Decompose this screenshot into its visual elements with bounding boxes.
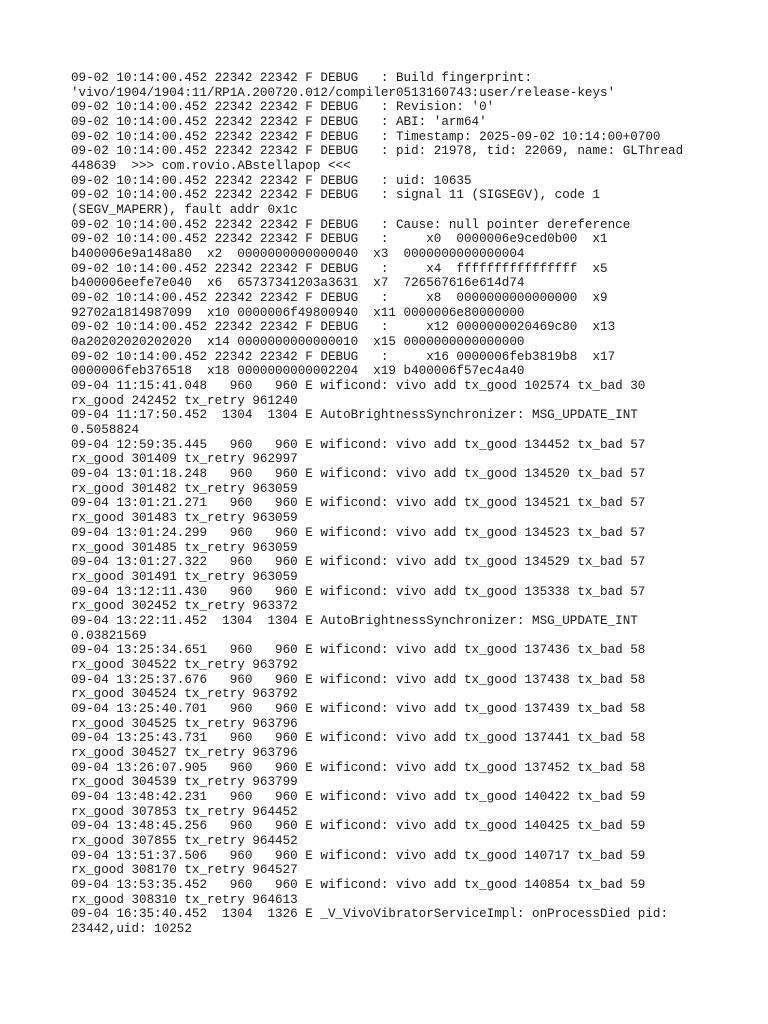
log-line: rx_good 308310 tx_retry 964613 xyxy=(71,892,298,907)
log-line: rx_good 304539 tx_retry 963799 xyxy=(71,775,298,790)
log-line: 09-04 13:48:45.256 960 960 E wificond: vivo add tx_good 140425 tx_bad 59 xyxy=(71,819,646,834)
log-line: rx_good 301485 tx_retry 963059 xyxy=(71,540,298,555)
log-line: 09-04 13:51:37.506 960 960 E wificond: vivo add tx_good 140717 tx_bad 59 xyxy=(71,848,646,863)
log-line: 09-02 10:14:00.452 22342 22342 F DEBUG : Revision: '0' xyxy=(71,100,495,115)
log-line: 0.03821569 xyxy=(71,628,147,643)
log-line: 09-04 13:25:37.676 960 960 E wificond: vivo add tx_good 137438 tx_bad 58 xyxy=(71,672,646,687)
log-line: 09-04 12:59:35.445 960 960 E wificond: vivo add tx_good 134452 tx_bad 57 xyxy=(71,437,646,452)
log-line: 'vivo/1904/1904:11/RP1A.200720.012/compiler0513160743:user/release-keys' xyxy=(71,85,616,100)
log-line: 0000006feb376518 x18 0000000000002204 x19 b400006f57ec4a40 xyxy=(71,364,525,379)
log-line: rx_good 301483 tx_retry 963059 xyxy=(71,511,298,526)
log-line: 09-02 10:14:00.452 22342 22342 F DEBUG : pid: 21978, tid: 22069, name: GLThread xyxy=(71,144,684,159)
log-line: rx_good 304524 tx_retry 963792 xyxy=(71,687,298,702)
log-line: 09-02 10:14:00.452 22342 22342 F DEBUG : x0 0000006e9ced0b00 x1 xyxy=(71,232,608,247)
log-line: 09-04 11:17:50.452 1304 1304 E AutoBrightnessSynchronizer: MSG_UPDATE_INT xyxy=(71,408,638,423)
log-line: rx_good 304525 tx_retry 963796 xyxy=(71,716,298,731)
log-line: 09-04 11:15:41.048 960 960 E wificond: vivo add tx_good 102574 tx_bad 30 xyxy=(71,379,646,394)
log-line: 09-04 13:01:21.271 960 960 E wificond: vivo add tx_good 134521 tx_bad 57 xyxy=(71,496,646,511)
log-line: 09-02 10:14:00.452 22342 22342 F DEBUG : Build fingerprint: xyxy=(71,71,533,85)
log-line: rx_good 301409 tx_retry 962997 xyxy=(71,452,298,467)
log-line: 09-04 13:48:42.231 960 960 E wificond: vivo add tx_good 140422 tx_bad 59 xyxy=(71,789,646,804)
log-line: rx_good 308170 tx_retry 964527 xyxy=(71,863,298,878)
log-line: b400006eefe7e040 x6 65737341203a3631 x7 726567616e614d74 xyxy=(71,276,525,291)
log-line: 0.5058824 xyxy=(71,423,140,438)
log-text-block xyxy=(71,71,711,937)
log-line: 09-02 10:14:00.452 22342 22342 F DEBUG : signal 11 (SIGSEGV), code 1 xyxy=(71,188,601,203)
log-line: rx_good 304527 tx_retry 963796 xyxy=(71,745,298,760)
log-line: 09-02 10:14:00.452 22342 22342 F DEBUG : Cause: null pointer dereference xyxy=(71,217,631,232)
log-line: 0a20202020202020 x14 0000000000000010 x15 0000000000000000 xyxy=(71,335,525,350)
log-line: rx_good 304522 tx_retry 963792 xyxy=(71,657,298,672)
log-line: (SEGV_MAPERR), fault addr 0x1c xyxy=(71,203,298,218)
log-line: 448639 >>> com.rovio.ABstellapop <<< xyxy=(71,159,351,174)
log-line: rx_good 307853 tx_retry 964452 xyxy=(71,804,298,819)
log-line: 09-02 10:14:00.452 22342 22342 F DEBUG : x12 0000000020469c80 x13 xyxy=(71,320,616,335)
log-line: 09-04 13:12:11.430 960 960 E wificond: vivo add tx_good 135338 tx_bad 57 xyxy=(71,584,646,599)
log-line: rx_good 301482 tx_retry 963059 xyxy=(71,481,298,496)
log-line: 09-02 10:14:00.452 22342 22342 F DEBUG : Timestamp: 2025-09-02 10:14:00+0700 xyxy=(71,129,661,144)
log-line: 23442,uid: 10252 xyxy=(71,921,192,936)
log-line: 09-04 13:01:27.322 960 960 E wificond: vivo add tx_good 134529 tx_bad 57 xyxy=(71,555,646,570)
log-line: rx_good 302452 tx_retry 963372 xyxy=(71,599,298,614)
log-line: rx_good 301491 tx_retry 963059 xyxy=(71,569,298,584)
log-line: 09-04 13:01:24.299 960 960 E wificond: vivo add tx_good 134523 tx_bad 57 xyxy=(71,525,646,540)
log-line: 09-02 10:14:00.452 22342 22342 F DEBUG : uid: 10635 xyxy=(71,173,472,188)
log-line: 09-04 16:35:40.452 1304 1326 E _V_VivoVibratorServiceImpl: onProcessDied pid: xyxy=(71,907,669,922)
log-line: 09-04 13:26:07.905 960 960 E wificond: vivo add tx_good 137452 tx_bad 58 xyxy=(71,760,646,775)
log-line: 09-04 13:01:18.248 960 960 E wificond: vivo add tx_good 134520 tx_bad 57 xyxy=(71,467,646,482)
log-line: 09-02 10:14:00.452 22342 22342 F DEBUG : x4 ffffffffffffffff x5 xyxy=(71,261,608,276)
log-line: b400006e9a148a80 x2 0000000000000040 x3 0000000000000004 xyxy=(71,247,525,262)
log-line: 09-04 13:25:43.731 960 960 E wificond: vivo add tx_good 137441 tx_bad 58 xyxy=(71,731,646,746)
log-line: rx_good 307855 tx_retry 964452 xyxy=(71,833,298,848)
log-line: 09-04 13:25:40.701 960 960 E wificond: vivo add tx_good 137439 tx_bad 58 xyxy=(71,701,646,716)
log-line: 09-04 13:25:34.651 960 960 E wificond: vivo add tx_good 137436 tx_bad 58 xyxy=(71,643,646,658)
log-line: 09-04 13:53:35.452 960 960 E wificond: vivo add tx_good 140854 tx_bad 59 xyxy=(71,877,646,892)
log-line: 09-04 13:22:11.452 1304 1304 E AutoBrightnessSynchronizer: MSG_UPDATE_INT xyxy=(71,613,638,628)
log-line: 09-02 10:14:00.452 22342 22342 F DEBUG : x8 0000000000000000 x9 xyxy=(71,291,608,306)
log-line: 92702a1814987099 x10 0000006f49800940 x11 0000006e80000000 xyxy=(71,305,525,320)
log-line: 09-02 10:14:00.452 22342 22342 F DEBUG : ABI: 'arm64' xyxy=(71,115,487,130)
log-line: rx_good 242452 tx_retry 961240 xyxy=(71,393,298,408)
log-line: 09-02 10:14:00.452 22342 22342 F DEBUG : x16 0000006feb3819b8 x17 xyxy=(71,349,616,364)
